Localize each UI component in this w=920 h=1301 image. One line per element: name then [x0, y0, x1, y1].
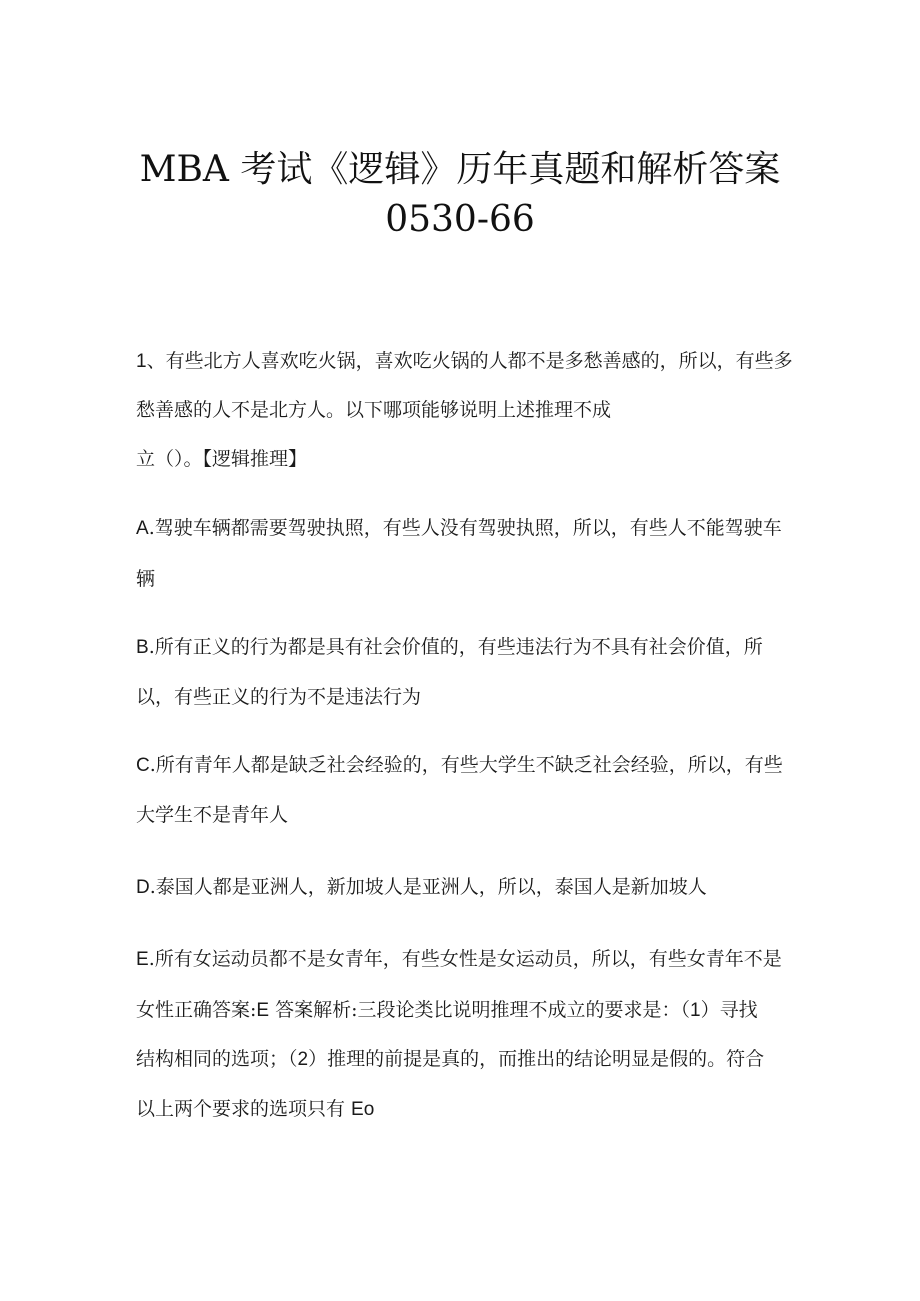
option-d-letter: D: [136, 877, 150, 898]
option-a-line-1: [136, 514, 782, 543]
explanation-text-2a: 结构相同的选项；（: [136, 1048, 298, 1070]
option-e-text-1: .所有女运动员都不是女青年，有些女性是女运动员，所以，有些女青年不是: [148, 948, 782, 970]
explanation-text-3: 以上两个要求的选项只有: [136, 1098, 352, 1120]
option-d-line-1: [136, 873, 707, 902]
explanation-text-1b: ）寻找: [700, 999, 758, 1021]
question-stem-line-1: [136, 347, 793, 376]
option-c-line-2: 大学生不是青年人: [136, 804, 289, 826]
answer-line-1: [136, 996, 758, 1025]
option-c-line-1: [136, 751, 783, 780]
option-b-line-2: 以，有些正义的行为不是违法行为: [136, 686, 422, 708]
page-title-line-1: MBA 考试《逻辑》历年真题和解析答案: [139, 149, 781, 190]
answer-line-2: [136, 1045, 764, 1074]
option-b-text-1: .所有正义的行为都是具有社会价值的，有些违法行为不具有社会价值，所: [148, 636, 763, 658]
option-a-text-1: .驾驶车辆都需要驾驶执照，有些人没有驾驶执照，所以，有些人不能驾驶车: [148, 517, 782, 539]
explanation-num-2: 2: [297, 1049, 309, 1070]
explanation-num-1: 1: [690, 1000, 701, 1021]
option-b-letter: B: [136, 637, 149, 658]
explanation-text-2b: ）推理的前提是真的，而推出的结论明显是假的。符合: [308, 1048, 765, 1070]
question-stem-line-3: 立（）。【逻辑推理】: [136, 448, 308, 470]
option-e-line-1: [136, 945, 782, 974]
option-c-letter: C: [136, 755, 150, 776]
option-a-letter: A: [136, 518, 149, 539]
question-number: 1: [136, 351, 147, 372]
answer-line-3: [136, 1095, 374, 1124]
option-b-line-1: [136, 633, 763, 662]
page-title-line-2: 0530-66: [385, 199, 535, 240]
answer-label: 女性正确答案:: [136, 999, 257, 1021]
option-d-text-1: .泰国人都是亚洲人，新加坡人是亚洲人，所以，泰国人是新加坡人: [149, 876, 707, 898]
option-e-letter: E: [136, 949, 149, 970]
answer-letter: E: [256, 1000, 270, 1021]
question-stem-text-1: 、有些北方人喜欢吃火锅，喜欢吃火锅的人都不是多愁善感的，所以，有些多: [146, 350, 793, 372]
option-c-text-1: .所有青年人都是缺乏社会经验的，有些大学生不缺乏社会经验，所以，有些: [149, 754, 783, 776]
question-stem-line-2: 愁善感的人不是北方人。以下哪项能够说明上述推理不成: [136, 399, 612, 421]
explanation-text-1: 答案解析:三段论类比说明推理不成立的要求是：（: [269, 999, 691, 1021]
option-a-line-2: 辆: [136, 568, 156, 590]
explanation-final-letter: Eo: [351, 1099, 375, 1120]
